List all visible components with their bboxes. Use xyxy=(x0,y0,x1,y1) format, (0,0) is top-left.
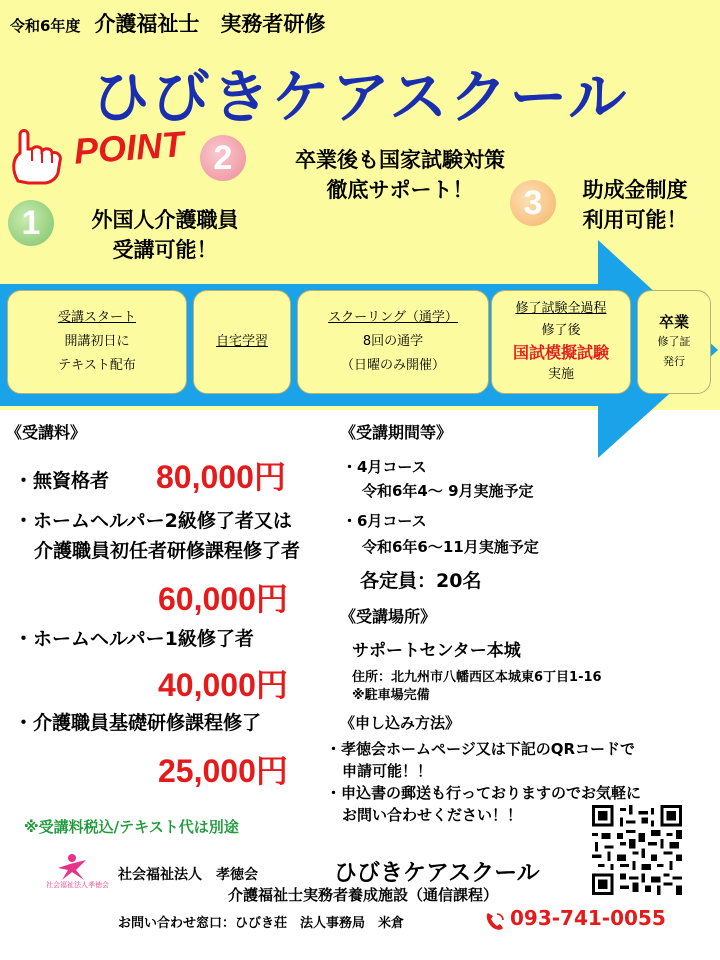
qr-code-icon[interactable] xyxy=(592,805,682,895)
step-start-line2: テキスト配布 xyxy=(58,358,136,373)
fee-2-price: 60,000円 xyxy=(158,581,288,617)
year-label: 令和6年度 xyxy=(10,17,81,35)
fee-2-label: ・ホームヘルパー2級修了者又は xyxy=(14,510,292,532)
point-number-2: 2 xyxy=(200,135,246,181)
point-1-line2: 受講可能！ xyxy=(112,238,218,262)
apply-line2: 申請可能！！ xyxy=(342,762,433,780)
phone-icon xyxy=(484,911,506,931)
fee-3-price: 40,000円 xyxy=(158,667,288,703)
step-graduation-title: 卒業 xyxy=(658,313,689,331)
apply-line3: ・申込書の郵送も行っておりますのでお気軽に xyxy=(326,784,642,802)
step-graduation-line1: 修了証 xyxy=(657,335,691,348)
step-start xyxy=(7,290,187,394)
kotokukai-logo-icon xyxy=(52,852,92,882)
point-2-line2: 徹底サポート！ xyxy=(326,178,474,202)
fees-note: ※受講料税込/テキスト代は別途 xyxy=(24,818,239,836)
step-exam-line1: 修了後 xyxy=(541,323,581,338)
fees-heading: 《受講料》 xyxy=(6,423,87,442)
fee-4-price: 25,000円 xyxy=(158,753,288,789)
fee-2-label2: 介護職員初任者研修課程修了者 xyxy=(34,540,301,562)
point-1-line1: 外国人介護職員 xyxy=(91,208,239,232)
step-home-study xyxy=(193,290,291,394)
period-heading: 《受講期間等》 xyxy=(340,423,453,442)
step-graduation xyxy=(637,290,711,394)
point-number-1: 1 xyxy=(8,200,54,246)
footer-org: 社会福祉法人 孝徳会 xyxy=(118,867,258,883)
venue-parking: ※駐車場完備 xyxy=(352,688,430,703)
step-exam-line2: 実施 xyxy=(547,367,574,382)
step-home-study-title: 自宅学習 xyxy=(215,334,268,349)
step-start-title: 受講スタート xyxy=(57,310,136,325)
school-title: ひびきケアスクール xyxy=(91,63,629,131)
step-exam-title: 修了試験全過程 xyxy=(515,301,607,316)
course-1-dates: 令和6年4～ 9月実施予定 xyxy=(362,482,534,500)
step-schooling-title: スクーリング（通学） xyxy=(328,310,458,325)
point-label: POINT xyxy=(72,123,186,172)
header-line xyxy=(10,8,325,38)
fee-4-label: ・介護職員基礎研修課程修了 xyxy=(14,712,262,734)
fee-1-label: ・無資格者 xyxy=(14,470,110,492)
apply-line4: お問い合わせください！！ xyxy=(342,806,523,824)
course-2: ・6月コース xyxy=(342,512,427,530)
fee-3-label: ・ホームヘルパー1級修了者 xyxy=(14,628,254,650)
footer-facility: 介護福祉士実務者養成施設（通信課程） xyxy=(228,886,499,904)
footer-school: ひびきケアスクール xyxy=(334,859,540,886)
venue-address: 住所：北九州市八幡西区本城東6丁目1-16 xyxy=(352,670,602,685)
hand-pointing-icon xyxy=(8,125,72,185)
step-schooling-line1: 8回の通学 xyxy=(362,334,424,349)
step-start-line1: 開講初日に xyxy=(64,334,130,349)
course-name: 介護福祉士 実務者研修 xyxy=(94,12,326,36)
step-exam-highlight: 国試模擬試験 xyxy=(512,343,609,362)
point-2-text xyxy=(250,145,550,205)
capacity: 各定員：20名 xyxy=(360,570,482,592)
fee-1-price: 80,000円 xyxy=(156,459,286,495)
venue-heading: 《受講場所》 xyxy=(340,607,437,626)
venue-name: サポートセンター本城 xyxy=(352,641,521,661)
footer-contact: お問い合わせ窓口：ひびき荘 法人事務局 米倉 xyxy=(118,916,405,931)
footer-phone: 093-741-0055 xyxy=(510,906,666,930)
point-3-line1: 助成金制度 xyxy=(582,178,688,202)
step-graduation-line2: 発行 xyxy=(663,355,685,368)
logo-caption: 社会福祉法人孝徳会 xyxy=(46,881,109,889)
course-1: ・4月コース xyxy=(342,458,427,476)
point-2-line1: 卒業後も国家試験対策 xyxy=(295,148,505,172)
point-3-text xyxy=(550,175,720,235)
step-exam xyxy=(491,290,631,394)
point-badge xyxy=(8,125,208,185)
point-3-line2: 利用可能！ xyxy=(582,208,688,232)
apply-line1: ・孝徳会ホームページ又は下記のQRコードで xyxy=(326,740,636,758)
step-schooling-line2: （日曜のみ開催） xyxy=(340,358,445,373)
step-schooling xyxy=(297,290,489,394)
course-2-dates: 令和6年6～11月実施予定 xyxy=(362,538,539,556)
point-number-3: 3 xyxy=(510,180,556,226)
apply-heading: 《申し込み方法》 xyxy=(340,714,461,732)
